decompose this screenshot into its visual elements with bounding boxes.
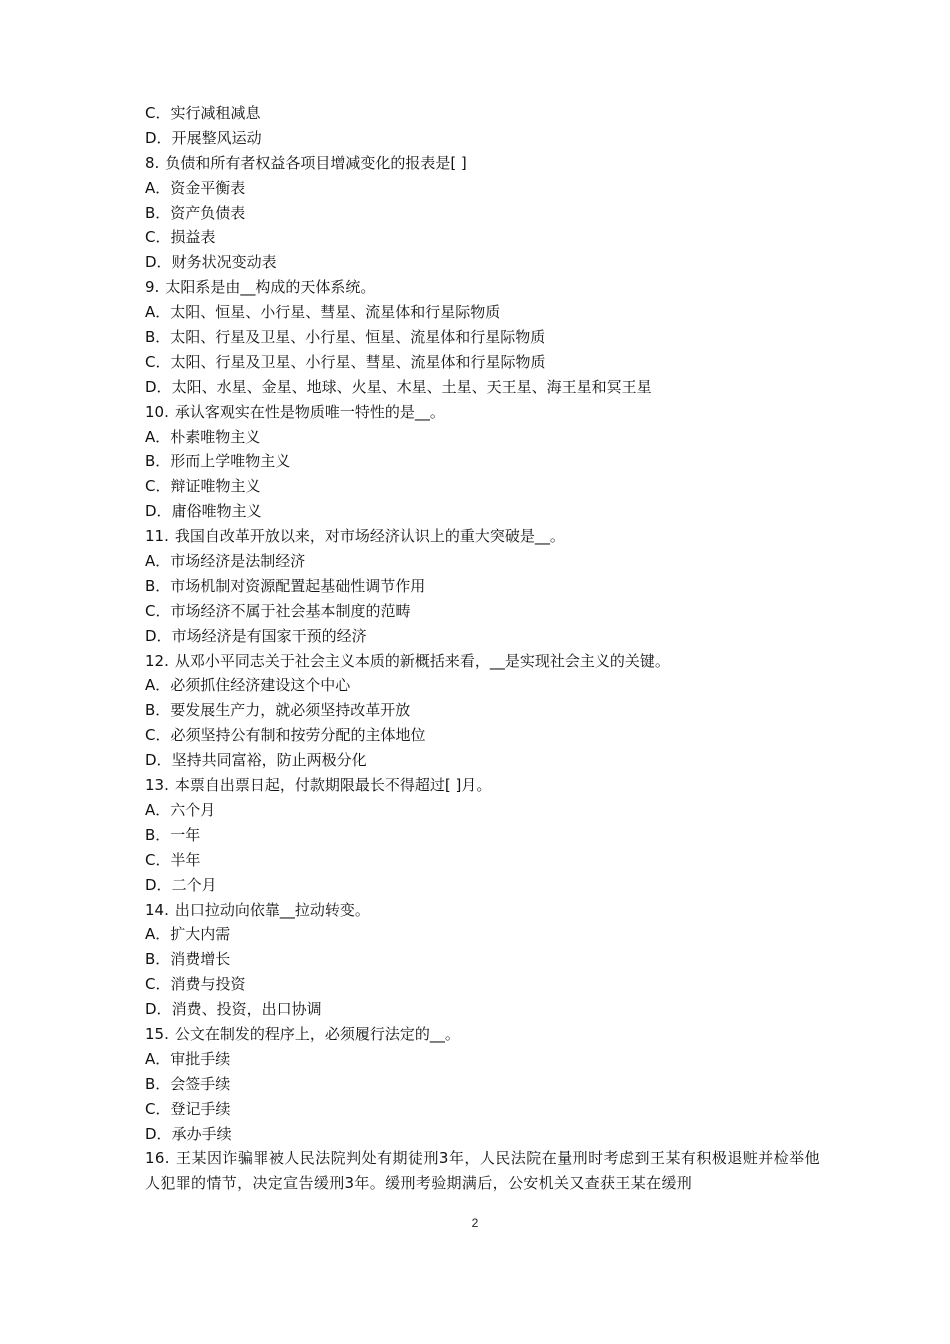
option-text: 太阳、行星及卫星、小行星、恒星、流星体和行星际物质 — [170, 328, 546, 347]
question-number: 15. — [145, 1024, 169, 1043]
answer-option — [145, 1072, 820, 1097]
option-label: D． — [145, 128, 172, 147]
option-text: 要发展生产力，就必须坚持改革开放 — [170, 701, 411, 720]
answer-option — [145, 748, 820, 773]
option-label: B． — [145, 203, 171, 222]
question-stem — [145, 524, 820, 549]
question-number: 11. — [145, 527, 169, 546]
option-text: 消费、投资，出口协调 — [171, 1000, 322, 1019]
question-number: 9. — [145, 278, 160, 297]
question-text: 王某因诈骗罪被人民法院判处有期徒刑3年，人民法院在量刑时考虑到王某有积极退赃并检举他人犯罪的情节，决定宣告缓刑3年。缓刑考验期满后，公安机关又查获王某在缓刑 — [145, 1149, 820, 1193]
option-label: D． — [145, 626, 172, 645]
answer-option — [145, 549, 820, 574]
option-text: 资金平衡表 — [170, 178, 246, 197]
option-text: 会签手续 — [170, 1074, 231, 1093]
option-text: 二个月 — [171, 875, 217, 894]
answer-option — [145, 1097, 820, 1122]
answer-option — [145, 798, 820, 823]
option-label: C． — [145, 352, 171, 371]
question-number: 12. — [145, 651, 169, 670]
answer-option — [145, 350, 820, 375]
answer-option — [145, 873, 820, 898]
option-text: 市场经济是法制经济 — [170, 552, 306, 571]
option-label: C． — [145, 726, 171, 745]
answer-option — [145, 599, 820, 624]
option-label: A． — [145, 303, 171, 322]
option-text: 市场机制对资源配置起基础性调节作用 — [170, 576, 426, 595]
answer-option — [145, 823, 820, 848]
option-text: 太阳、恒星、小行星、彗星、流星体和行星际物质 — [170, 303, 501, 322]
option-label: A． — [145, 178, 171, 197]
question-number: 10. — [145, 402, 169, 421]
question-number: 16. — [145, 1149, 170, 1168]
question-text: 我国自改革开放以来，对市场经济认识上的重大突破是__。 — [174, 527, 565, 546]
question-text: 承认客观实在性是物质唯一特性的是__。 — [174, 402, 445, 421]
answer-option — [145, 375, 820, 400]
question-text: 公文在制发的程序上，必须履行法定的__。 — [174, 1024, 460, 1043]
option-text: 六个月 — [170, 800, 216, 819]
option-label: B． — [145, 452, 171, 471]
option-label: C． — [145, 1099, 171, 1118]
option-label: C． — [145, 104, 171, 122]
question-text: 出口拉动向依靠__拉动转变。 — [174, 900, 370, 919]
answer-option — [145, 947, 820, 972]
option-label: D． — [145, 502, 172, 521]
question-number: 14. — [145, 900, 169, 919]
question-number: 13. — [145, 776, 169, 795]
option-text: 承办手续 — [171, 1124, 232, 1143]
answer-option — [145, 325, 820, 350]
option-text: 审批手续 — [170, 1049, 231, 1068]
option-text: 消费增长 — [170, 950, 231, 969]
answer-option — [145, 848, 820, 873]
answer-option — [145, 723, 820, 748]
answer-option — [145, 474, 820, 499]
option-text: 必须抓住经济建设这个中心 — [170, 676, 351, 695]
option-label: B． — [145, 328, 171, 347]
answer-option — [145, 300, 820, 325]
answer-option — [145, 673, 820, 698]
option-label: D． — [145, 751, 172, 770]
option-label: D． — [145, 1000, 172, 1019]
answer-option — [145, 449, 820, 474]
option-label: D． — [145, 253, 172, 272]
option-label: A． — [145, 1049, 171, 1068]
option-text: 资产负债表 — [170, 203, 246, 222]
option-text: 一年 — [170, 825, 201, 844]
question-number: 8. — [145, 153, 160, 172]
option-label: B． — [145, 825, 171, 844]
answer-option — [145, 225, 820, 250]
question-stem-paragraph — [145, 1146, 820, 1196]
answer-option — [145, 698, 820, 723]
option-text: 扩大内需 — [170, 925, 231, 944]
option-label: C． — [145, 477, 171, 496]
answer-option — [145, 1047, 820, 1072]
option-text: 市场经济不属于社会基本制度的范畴 — [170, 601, 411, 620]
answer-option — [145, 997, 820, 1022]
answer-option — [145, 176, 820, 201]
answer-option — [145, 624, 820, 649]
answer-option — [145, 425, 820, 450]
page-number: 2 — [471, 1216, 479, 1230]
question-stem — [145, 151, 820, 176]
option-label: A． — [145, 552, 171, 571]
question-stem — [145, 1022, 820, 1047]
option-text: 消费与投资 — [170, 975, 246, 994]
option-text: 财务状况变动表 — [171, 253, 277, 272]
question-stem — [145, 649, 820, 674]
option-text: 实行减租减息 — [170, 104, 261, 122]
question-list — [145, 101, 820, 1196]
option-text: 朴素唯物主义 — [170, 427, 261, 446]
option-text: 损益表 — [170, 228, 216, 247]
answer-option — [145, 250, 820, 275]
question-stem — [145, 773, 820, 798]
option-label: C． — [145, 228, 171, 247]
option-text: 市场经济是有国家干预的经济 — [171, 626, 367, 645]
answer-option — [145, 101, 820, 126]
option-label: B． — [145, 1074, 171, 1093]
option-text: 形而上学唯物主义 — [170, 452, 291, 471]
option-text: 太阳、水星、金星、地球、火星、木星、土星、天王星、海王星和冥王星 — [171, 377, 652, 396]
question-stem — [145, 898, 820, 923]
option-text: 辩证唯物主义 — [170, 477, 261, 496]
question-stem — [145, 400, 820, 425]
option-text: 半年 — [170, 850, 201, 869]
option-text: 太阳、行星及卫星、小行星、彗星、流星体和行星际物质 — [170, 352, 546, 371]
option-label: C． — [145, 975, 171, 994]
option-text: 开展整风运动 — [171, 128, 262, 147]
option-label: C． — [145, 601, 171, 620]
option-label: B． — [145, 576, 171, 595]
option-label: C． — [145, 850, 171, 869]
answer-option — [145, 126, 820, 151]
answer-option — [145, 1122, 820, 1147]
option-text: 登记手续 — [170, 1099, 231, 1118]
option-text: 必须坚持公有制和按劳分配的主体地位 — [170, 726, 426, 745]
option-label: B． — [145, 950, 171, 969]
answer-option — [145, 574, 820, 599]
question-text: 负债和所有者权益各项目增减变化的报表是[ ] — [165, 153, 467, 172]
question-stem — [145, 275, 820, 300]
option-label: A． — [145, 676, 171, 695]
option-label: D． — [145, 875, 172, 894]
option-label: A． — [145, 800, 171, 819]
option-label: D． — [145, 1124, 172, 1143]
answer-option — [145, 922, 820, 947]
answer-option — [145, 499, 820, 524]
answer-option — [145, 972, 820, 997]
option-label: B． — [145, 701, 171, 720]
option-text: 坚持共同富裕，防止两极分化 — [171, 751, 367, 770]
option-label: A． — [145, 925, 171, 944]
option-text: 庸俗唯物主义 — [171, 502, 262, 521]
answer-option — [145, 201, 820, 226]
question-text: 本票自出票日起，付款期限最长不得超过[ ]月。 — [174, 776, 492, 795]
option-label: A． — [145, 427, 171, 446]
question-text: 从邓小平同志关于社会主义本质的新概括来看，__是实现社会主义的关键。 — [174, 651, 670, 670]
question-text: 太阳系是由__构成的天体系统。 — [165, 278, 376, 297]
option-label: D． — [145, 377, 172, 396]
